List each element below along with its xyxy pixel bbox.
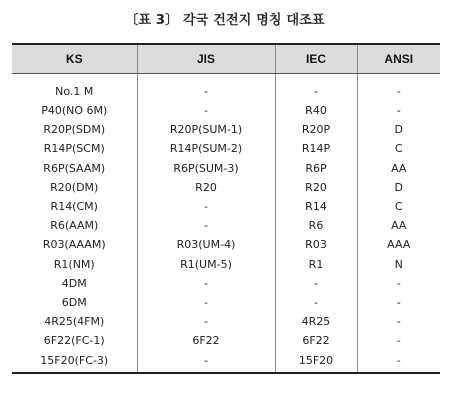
cell-jis: R6P(SUM-3) xyxy=(137,159,275,178)
cell-ks: 4R25(4FM) xyxy=(44,315,105,329)
cell-iec: - xyxy=(275,74,357,102)
header-jis: JIS xyxy=(137,45,275,74)
table-header xyxy=(12,45,440,74)
cell-ansi: C xyxy=(357,197,440,216)
header-ansi: ANSI xyxy=(357,45,440,74)
cell-ks: 6F22(FC-1) xyxy=(43,334,105,348)
table-row xyxy=(12,197,440,216)
cell-ks: 6DM xyxy=(61,295,87,309)
header-iec: IEC xyxy=(275,45,357,74)
cell-ansi: - xyxy=(357,312,440,331)
battery-name-comparison-table xyxy=(12,45,440,372)
cell-ks: R14P(SCM) xyxy=(43,142,105,156)
cell-jis: - xyxy=(137,74,275,102)
cell-iec: R40 xyxy=(275,101,357,120)
cell-ks: R20(DM) xyxy=(50,180,99,194)
table-row xyxy=(12,331,440,350)
cell-ansi: D xyxy=(357,120,440,139)
table-row xyxy=(12,101,440,120)
cell-jis: - xyxy=(137,293,275,312)
cell-ansi: N xyxy=(357,255,440,274)
cell-jis: R1(UM-5) xyxy=(137,255,275,274)
cell-iec: R14P xyxy=(275,139,357,158)
cell-iec: R20 xyxy=(275,178,357,197)
cell-ks: R1(NM) xyxy=(53,257,95,271)
cell-ks: R6P(SAAM) xyxy=(43,161,106,175)
cell-iec: R20P xyxy=(275,120,357,139)
table-row xyxy=(12,139,440,158)
cell-iec: R6 xyxy=(275,216,357,235)
cell-ansi: AA xyxy=(357,216,440,235)
cell-iec: R6P xyxy=(275,159,357,178)
cell-ks: R6(AAM) xyxy=(50,219,99,233)
cell-jis: - xyxy=(137,216,275,235)
cell-jis: R20 xyxy=(137,178,275,197)
cell-ks: R20P(SDM) xyxy=(43,123,106,137)
table-row xyxy=(12,293,440,312)
cell-jis: 6F22 xyxy=(137,331,275,350)
table-row xyxy=(12,159,440,178)
cell-ansi: D xyxy=(357,178,440,197)
cell-iec: 15F20 xyxy=(275,350,357,371)
table-row xyxy=(12,235,440,254)
table-title: 〔표 3〕 각국 건전지 명칭 대조표 xyxy=(125,13,325,28)
cell-ks: No.1 M xyxy=(55,84,94,98)
cell-ks: R03(AAAM) xyxy=(42,238,106,252)
table-row xyxy=(12,178,440,197)
table-row xyxy=(12,255,440,274)
table-row xyxy=(12,216,440,235)
table-row xyxy=(12,312,440,331)
cell-ansi: - xyxy=(357,293,440,312)
cell-ks: P40(NO 6M) xyxy=(41,104,108,118)
cell-ansi: - xyxy=(357,331,440,350)
cell-ansi: - xyxy=(357,74,440,102)
comparison-table-container xyxy=(12,43,440,374)
table-row xyxy=(12,350,440,371)
cell-jis: R20P(SUM-1) xyxy=(137,120,275,139)
cell-iec: - xyxy=(275,274,357,293)
cell-iec: R03 xyxy=(275,235,357,254)
cell-ansi: AA xyxy=(357,159,440,178)
cell-iec: 4R25 xyxy=(275,312,357,331)
cell-ks: R14(CM) xyxy=(50,200,98,214)
cell-jis: - xyxy=(137,312,275,331)
cell-jis: - xyxy=(137,350,275,371)
cell-ansi: - xyxy=(357,101,440,120)
table-body xyxy=(12,74,440,372)
cell-ks: 15F20(FC-3) xyxy=(40,353,109,367)
cell-iec: 6F22 xyxy=(275,331,357,350)
cell-ks: 4DM xyxy=(61,276,87,290)
cell-jis: - xyxy=(137,101,275,120)
table-row xyxy=(12,274,440,293)
cell-jis: R03(UM-4) xyxy=(137,235,275,254)
header-ks: KS xyxy=(12,45,137,74)
cell-jis: R14P(SUM-2) xyxy=(137,139,275,158)
cell-ansi: - xyxy=(357,274,440,293)
cell-ansi: C xyxy=(357,139,440,158)
table-row xyxy=(12,74,440,102)
header-row xyxy=(12,45,440,74)
cell-iec: R14 xyxy=(275,197,357,216)
cell-iec: R1 xyxy=(275,255,357,274)
cell-iec: - xyxy=(275,293,357,312)
cell-ansi: AAA xyxy=(357,235,440,254)
cell-jis: - xyxy=(137,274,275,293)
table-row xyxy=(12,120,440,139)
cell-ansi: - xyxy=(357,350,440,371)
cell-jis: - xyxy=(137,197,275,216)
